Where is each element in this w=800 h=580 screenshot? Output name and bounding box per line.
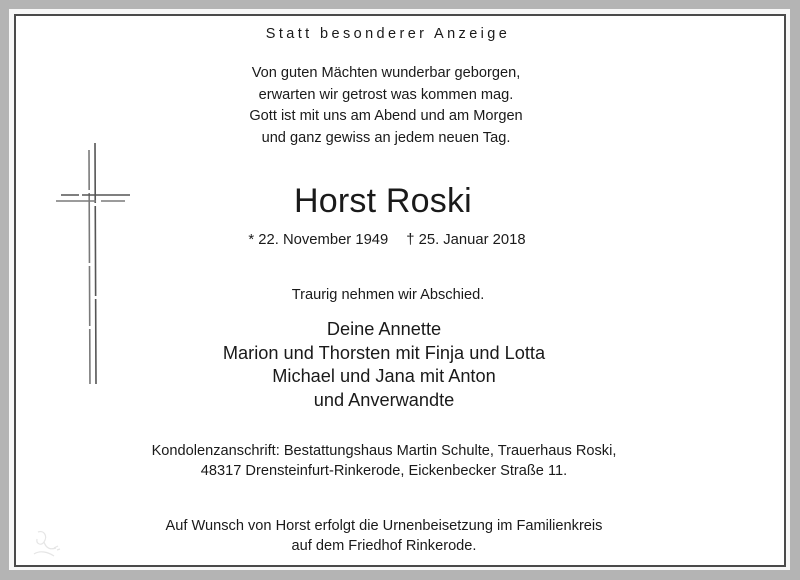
condolence-line: Kondolenzanschrift: Bestattungshaus Martin Schulte, Trauerhaus Roski, <box>151 443 617 459</box>
poem-line: Von guten Mächten wunderbar geborgen, <box>251 65 521 81</box>
notice-header: Statt besonderer Anzeige <box>265 26 511 42</box>
poem <box>2 63 770 149</box>
obituary-card <box>14 14 786 567</box>
burial-line: auf dem Friedhof Rinkerode. <box>291 538 477 554</box>
poem-line: erwarten wir getrost was kommen mag. <box>258 86 514 103</box>
condolence-address <box>0 441 768 481</box>
birth-date: * 22. November 1949 <box>248 232 389 248</box>
condolence-line: 48317 Drensteinfurt-Rinkerode, Eickenbecker Straße 11. <box>200 463 568 479</box>
death-date: † 25. Januar 2018 <box>406 232 526 248</box>
farewell-line: Traurig nehmen wir Abschied. <box>291 287 485 303</box>
dove-watermark-icon <box>24 526 64 566</box>
mourner: Marion und Thorsten mit Finja und Lotta <box>222 342 546 363</box>
mourner: und Anverwandte <box>313 389 455 410</box>
burial-note <box>0 516 768 556</box>
burial-line: Auf Wunsch von Horst erfolgt die Urnenbeisetzung im Familienkreis <box>165 518 603 534</box>
mourner: Deine Annette <box>326 319 442 339</box>
deceased-name: Horst Roski <box>294 182 472 220</box>
poem-line: und ganz gewiss an jedem neuen Tag. <box>261 129 511 146</box>
poem-line: Gott ist mit uns am Abend und am Morgen <box>249 108 523 124</box>
mourner: Michael und Jana mit Anton <box>272 366 496 386</box>
life-dates <box>3 232 771 248</box>
mourners-list <box>0 318 768 412</box>
